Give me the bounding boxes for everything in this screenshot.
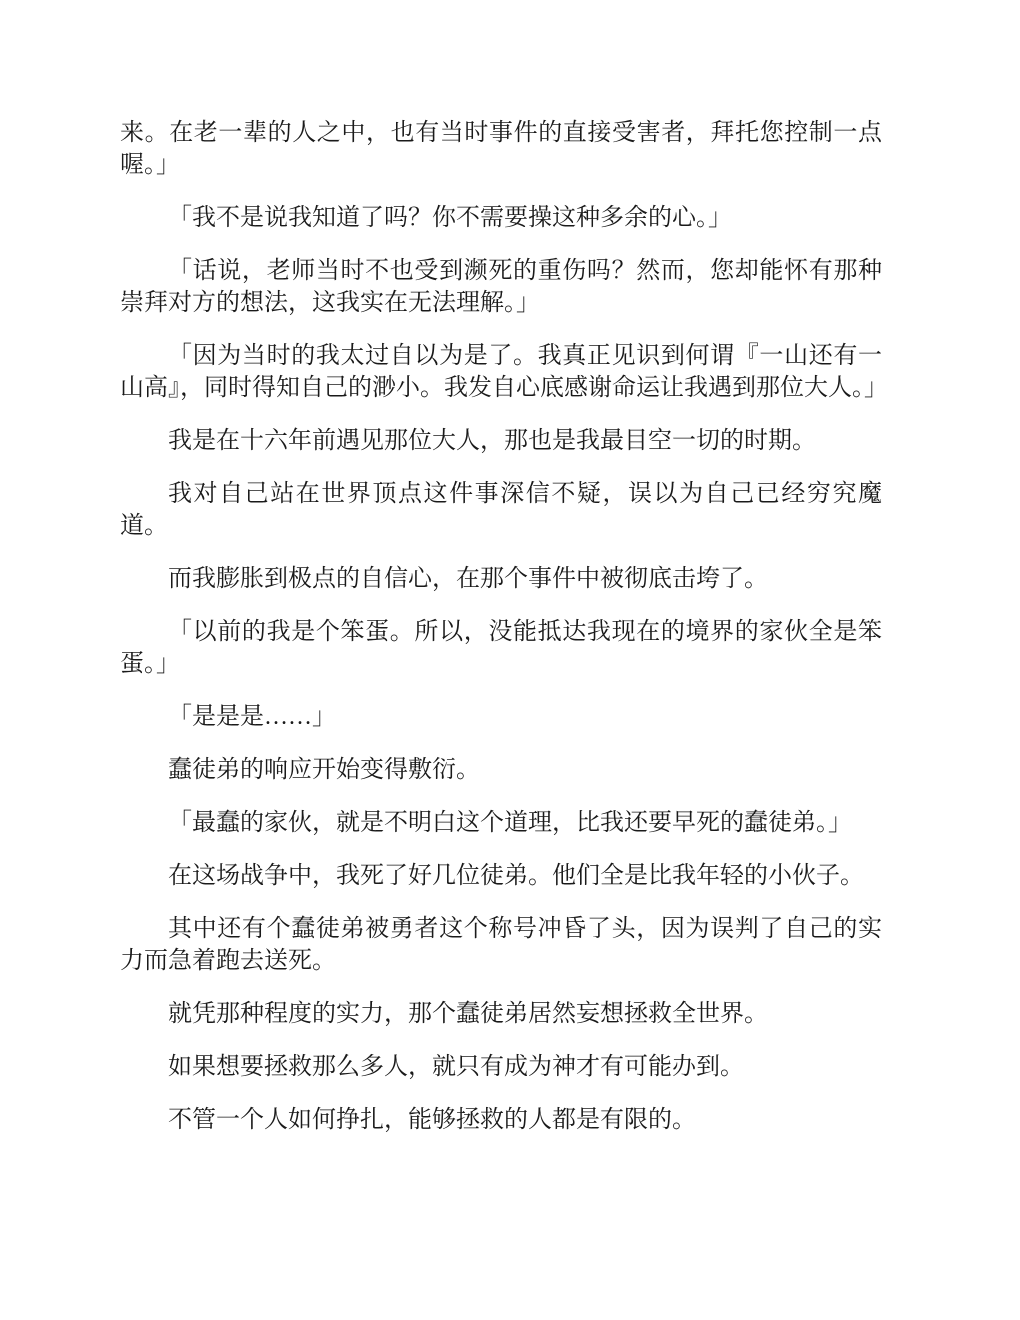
- paragraph-14: 就凭那种程度的实力，那个蠢徒弟居然妄想拯救全世界。: [168, 1001, 768, 1027]
- paragraph-5: 我是在十六年前遇见那位大人，那也是我最目空一切的时期。: [168, 428, 816, 454]
- paragraph-9: 「是是是……」: [168, 704, 336, 730]
- paragraph-15: 如果想要拯救那么多人，就只有成为神才有可能办到。: [168, 1054, 744, 1080]
- paragraph-7: 而我膨胀到极点的自信心，在那个事件中被彻底击垮了。: [168, 566, 768, 592]
- paragraph-11: 「最蠢的家伙，就是不明白这个道理，比我还要早死的蠢徒弟。」: [168, 810, 852, 836]
- paragraph-12: 在这场战争中，我死了好几位徒弟。他们全是比我年轻的小伙子。: [168, 863, 864, 889]
- paragraph-8: 「以前的我是个笨蛋。所以，没能抵达我现在的境界的家伙全是笨蛋。」: [120, 619, 882, 677]
- paragraph-3: 「话说，老师当时不也受到濒死的重伤吗？然而，您却能怀有那种崇拜对方的想法，这我实在无法理解。」: [120, 258, 882, 316]
- paragraph-4: 「因为当时的我太过自以为是了。我真正见识到何谓『一山还有一山高』，同时得知自己的渺小。我发自心底感谢命运让我遇到那位大人。」: [120, 343, 888, 401]
- paragraph-6: 我对自己站在世界顶点这件事深信不疑，误以为自己已经穷究魔道。: [120, 481, 882, 539]
- paragraph-13: 其中还有个蠢徒弟被勇者这个称号冲昏了头，因为误判了自己的实力而急着跑去送死。: [120, 916, 882, 974]
- paragraph-16: 不管一个人如何挣扎，能够拯救的人都是有限的。: [168, 1107, 696, 1133]
- paragraph-1: 来。在老一辈的人之中，也有当时事件的直接受害者，拜托您控制一点喔。」: [120, 120, 882, 178]
- paragraph-2: 「我不是说我知道了吗？你不需要操这种多余的心。」: [168, 205, 732, 231]
- page-text: [120, 117, 888, 1136]
- paragraph-10: 蠢徒弟的响应开始变得敷衍。: [168, 757, 480, 783]
